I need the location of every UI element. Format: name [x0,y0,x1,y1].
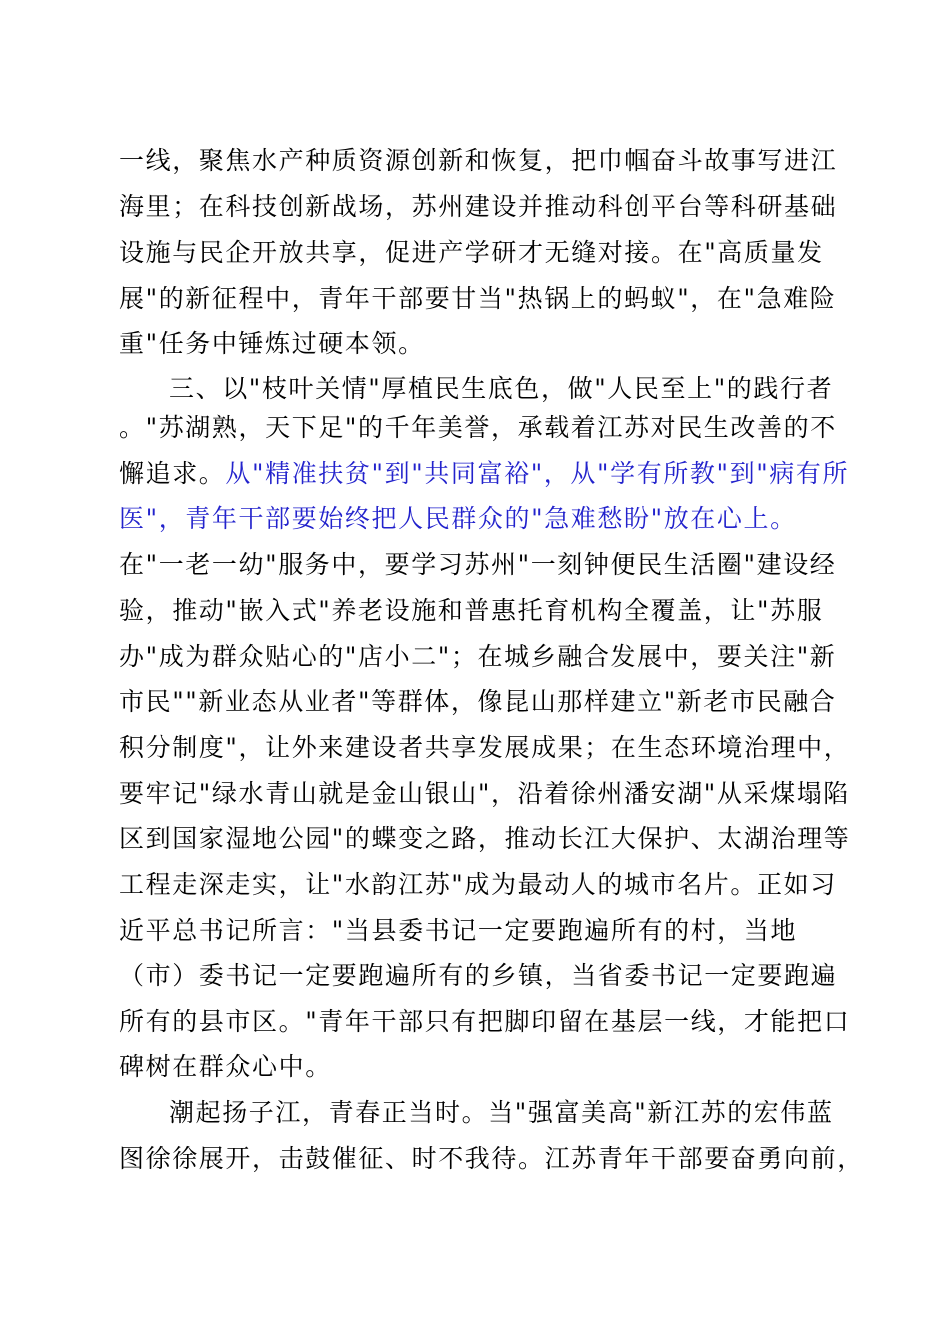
paragraph-1-line-5: 重"任务中锤炼过硬本领。 [119,329,425,358]
paragraph-1-line-2: 海里；在科技创新战场，苏州建设并推动科创平台等科研基础 [119,192,838,221]
paragraph-2-line-3 [119,452,850,496]
paragraph-2-line-15: 所有的县市区。"青年干部只有把脚印留在基层一线，才能把口 [119,1007,851,1036]
paragraph-2-heading-line: 三、以"枝叶关情"厚植民生底色，做"人民至上"的践行者 [169,374,834,403]
paragraph-3-line-1: 潮起扬子江，青春正当时。当"强富美高"新江苏的宏伟蓝 [169,1098,834,1127]
paragraph-2-line-10: 要牢记"绿水青山就是金山银山"，沿着徐州潘安湖"从采煤塌陷 [119,779,850,808]
paragraph-3-line-2: 图徐徐展开，击鼓催征、时不我待。江苏青年干部要奋勇向前， [119,1144,864,1173]
paragraph-2-line-2: 。"苏湖熟，天下足"的千年美誉，承载着江苏对民生改善的不 [119,413,837,442]
paragraph-1-line-1: 一线，聚焦水产种质资源创新和恢复，把巾帼奋斗故事写进江 [119,146,838,175]
paragraph-1-line-4: 展"的新征程中，青年干部要甘当"热锅上的蚂蚁"，在"急难险 [119,284,837,313]
paragraph-2-line-3-text: 懈追求。 [119,459,226,488]
highlighted-text: 从"精准扶贫"到"共同富裕"，从"学有所教"到"病有所 [225,459,850,488]
paragraph-2-line-6: 验，推动"嵌入式"养老设施和普惠托育机构全覆盖，让"苏服 [119,596,824,625]
paragraph-1-line-3: 设施与民企开放共享，促进产学研才无缝对接。在"高质量发 [119,238,824,267]
paragraph-2-line-16: 碑树在群众心中。 [119,1052,332,1081]
paragraph-2-line-13: 近平总书记所言："当县委书记一定要跑遍所有的村，当地 [119,916,798,945]
paragraph-2-line-7: 办"成为群众贴心的"店小二"；在城乡融合发展中，要关注"新 [119,642,837,671]
paragraph-2-line-11: 区到国家湿地公园"的蝶变之路，推动长江大保护、太湖治理等 [119,824,851,853]
paragraph-2-line-14: （市）委书记一定要跑遍所有的乡镇，当省委书记一定要跑遍 [119,961,838,990]
paragraph-2-line-9: 积分制度"，让外来建设者共享发展成果；在生态环境治理中， [119,733,851,762]
paragraph-2-line-4-highlighted: 医"，青年干部要始终把人民群众的"急难愁盼"放在心上。 [119,504,797,533]
paragraph-2-line-5: 在"一老一幼"服务中，要学习苏州"一刻钟便民生活圈"建设经 [119,550,837,579]
paragraph-2-line-8: 市民""新业态从业者"等群体，像昆山那样建立"新老市民融合 [119,687,837,716]
paragraph-2-line-12: 工程走深走实，让"水韵江苏"成为最动人的城市名片。正如习 [119,870,837,899]
